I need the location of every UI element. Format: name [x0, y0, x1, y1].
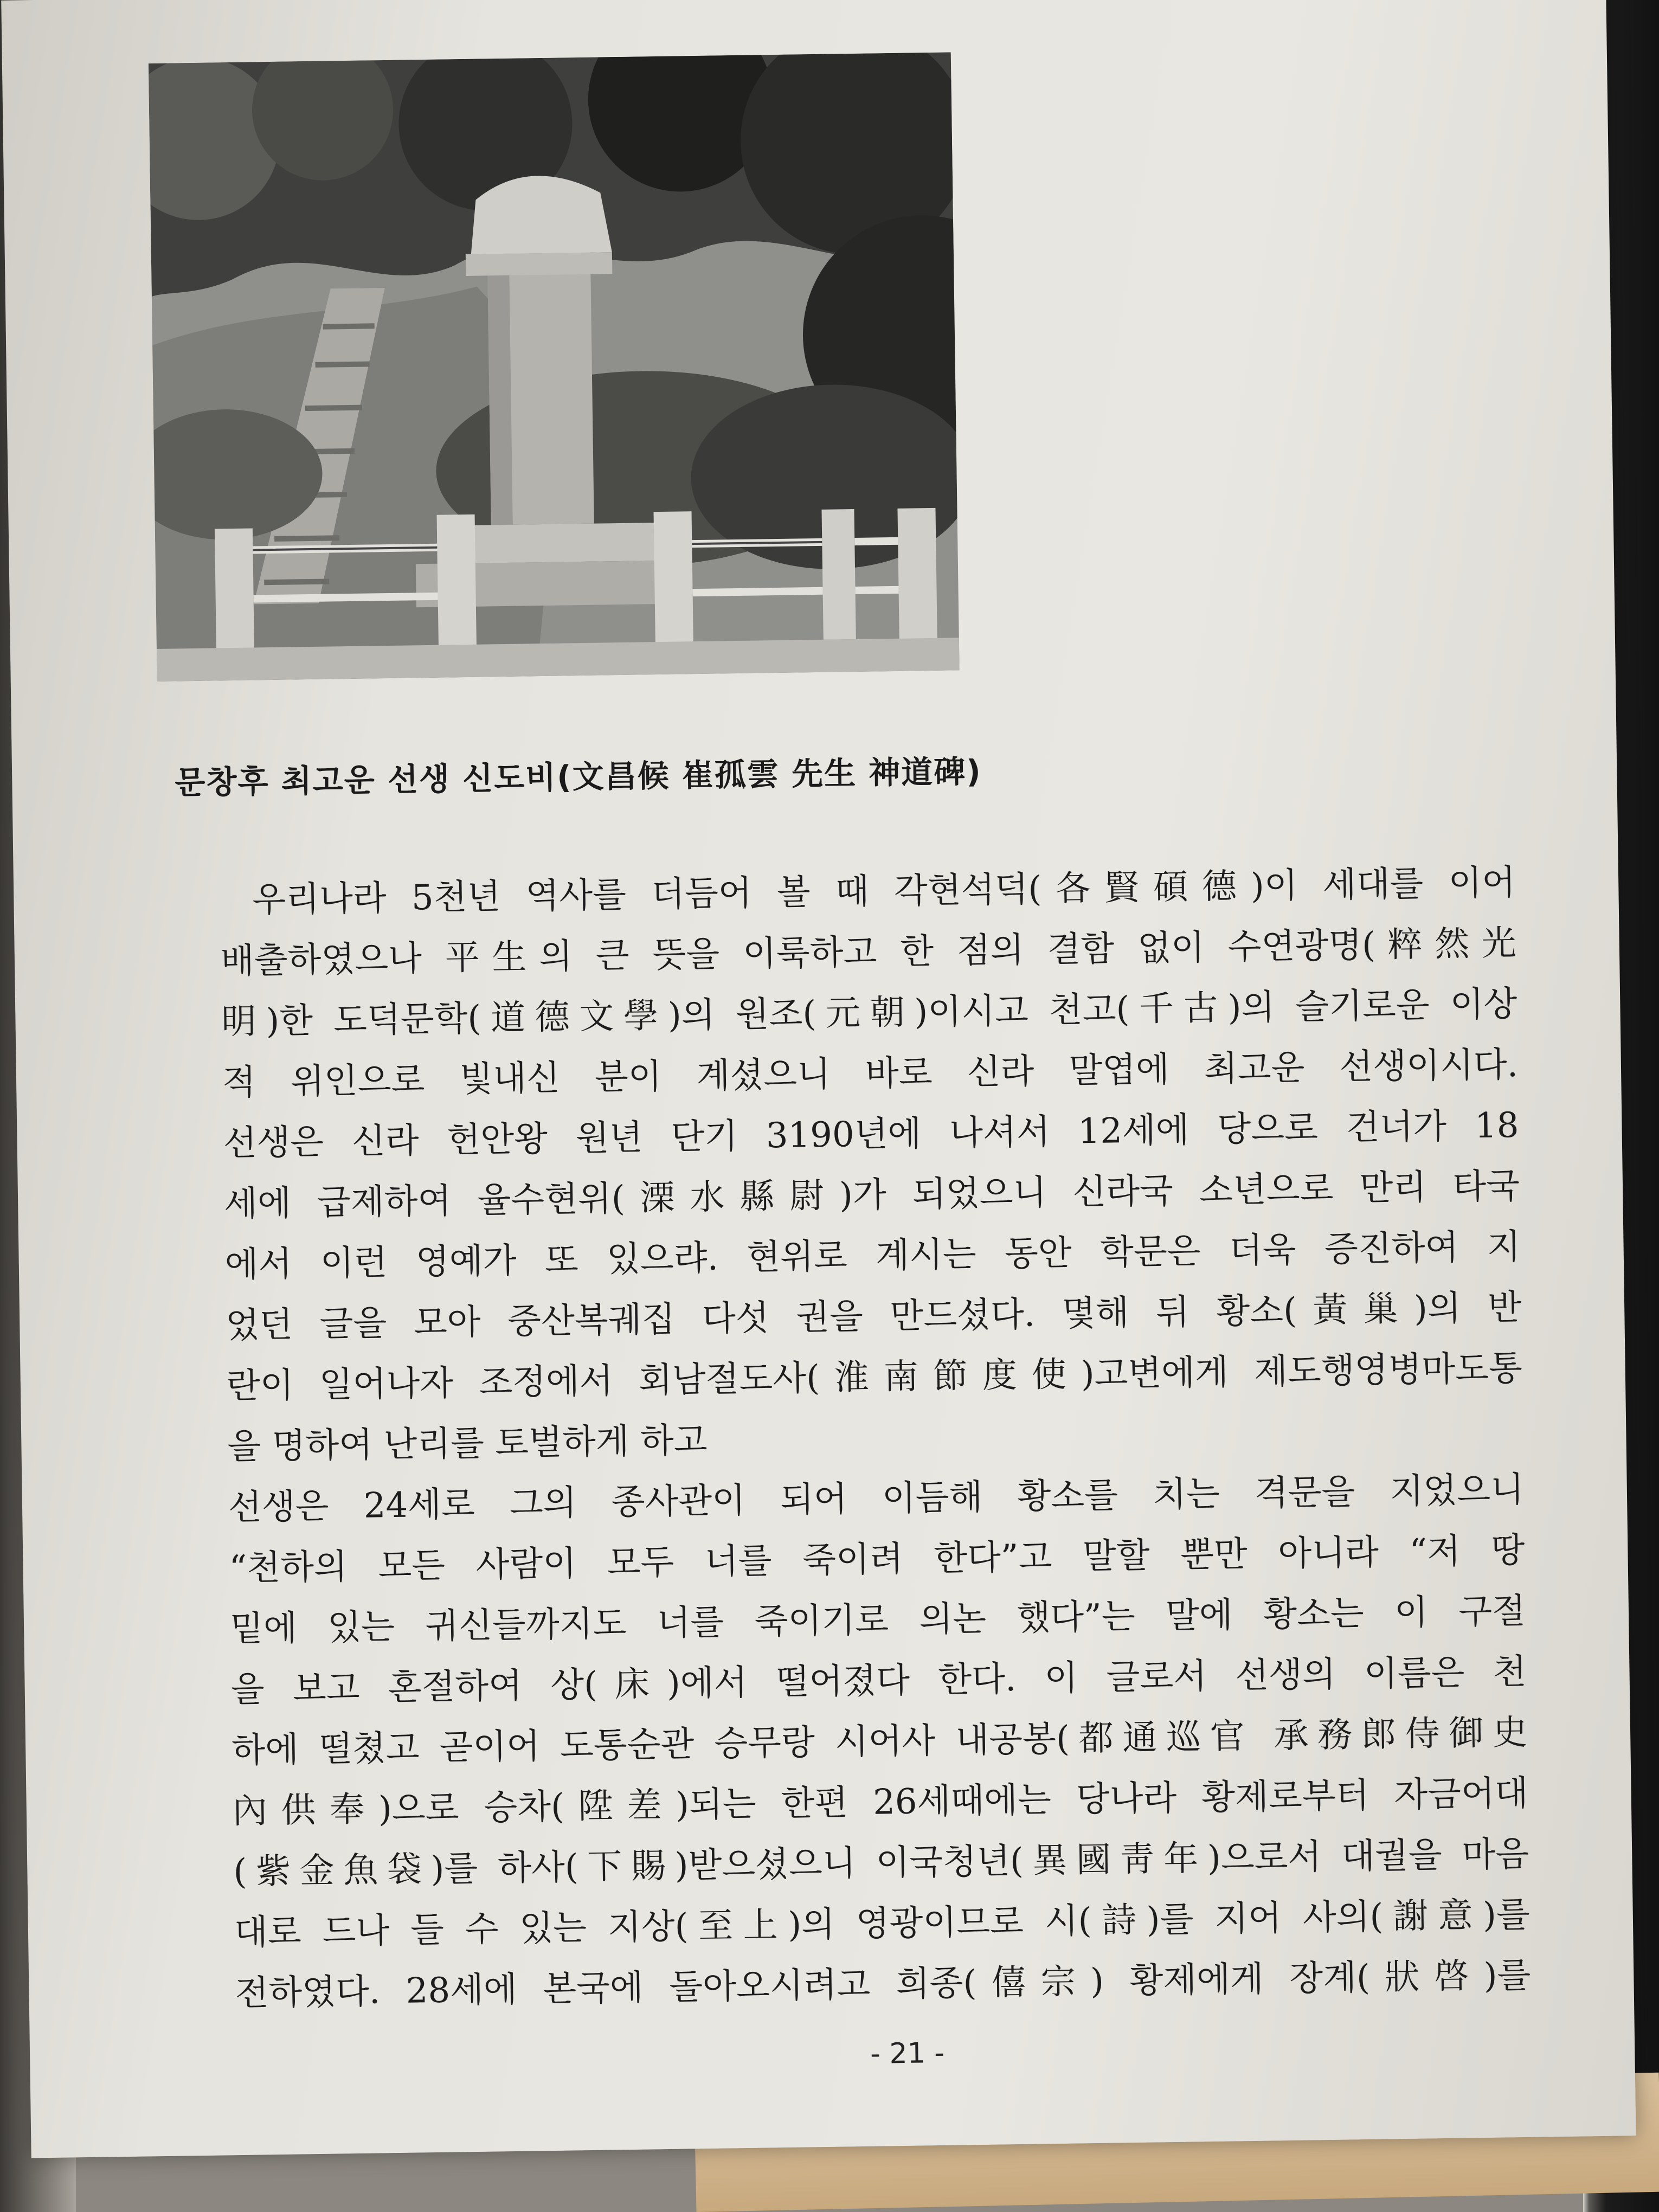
body-line: 에서 이런 영예가 또 있으랴. 현위로 계시는 동안 학문은 더욱 증진하여 지	[224, 1226, 1521, 1285]
book-page	[1, 0, 1636, 2158]
body-text	[220, 852, 1531, 2024]
body-line: 하에 떨쳤고 곧이어 도통순관 승무랑 시어사 내공봉(都通巡官 承務郎侍御史	[231, 1712, 1528, 1771]
body-line: 전하였다. 28세에 본국에 돌아오시려고 희종(僖宗) 황제에게 장계(狀啓)를	[235, 1955, 1531, 2014]
body-line: 적 위인으로 빛내신 분이 계셨으니 바로 신라 말엽에 최고운 선생이시다.	[222, 1044, 1519, 1103]
body-line: 세에 급제하여 율수현위(溧水縣尉)가 되었으니 신라국 소년으로 만리 타국	[223, 1166, 1520, 1225]
body-line: 을 보고 혼절하여 상(床)에서 떨어졌다 한다. 이 글로서 선생의 이름은 천	[230, 1651, 1527, 1711]
body-line: “천하의 모든 사람이 모두 너를 죽이려 한다”고 말할 뿐만 아니라 “저 땅	[229, 1530, 1525, 1589]
body-line: 을 명하여 난리를 토벌하게 하고	[227, 1420, 708, 1468]
body-line: 밑에 있는 귀신들까지도 너를 죽이기로 의논 했다”는 말에 황소는 이 구절	[229, 1591, 1526, 1650]
stele-photo	[149, 52, 960, 681]
body-line: 었던 글을 모아 중산복궤집 다섯 권을 만드셨다. 몇해 뒤 황소(黃巢)의 반	[225, 1287, 1522, 1346]
page-number: - 21 -	[870, 2036, 945, 2070]
body-line: 우리나라 5천년 역사를 더듬어 볼 때 각현석덕(各賢碩德)이 세대를 이어	[252, 863, 1516, 921]
section-title: 문창후 최고운 선생 신도비(文昌候 崔孤雲 先生 神道碑)	[174, 753, 982, 801]
body-line: 대로 드나 들 수 있는 지상(至上)의 영광이므로 시(詩)를 지어 사의(謝意)를	[234, 1894, 1531, 1953]
body-line: 선생은 신라 헌안왕 원년 단기 3190년에 나셔서 12세에 당으로 건너가 18	[223, 1105, 1519, 1164]
stele-photo-drawing	[149, 52, 960, 681]
body-line: 선생은 24세로 그의 종사관이 되어 이듬해 황소를 치는 격문을 지었으니	[228, 1469, 1525, 1528]
body-line: (紫金魚袋)를 하사(下賜)받으셨으니 이국청년(異國靑年)으로서 대궐을 마음	[233, 1834, 1529, 1893]
body-line: 란이 일어나자 조정에서 회남절도사(淮南節度使)고변에게 제도행영병마도통	[226, 1348, 1523, 1407]
bleed-through-text	[967, 28, 1553, 94]
body-line: 內供奉)으로 승차(陞差)되는 한편 26세때에는 당나라 황제로부터 자금어대	[232, 1773, 1529, 1832]
body-line: 明)한 도덕문학(道德文學)의 원조(元朝)이시고 천고(千古)의 슬기로운 이상	[221, 984, 1517, 1043]
body-line: 배출하였으나 平生의 큰 뜻을 이룩하고 한 점의 결함 없이 수연광명(粹然光	[220, 923, 1517, 982]
